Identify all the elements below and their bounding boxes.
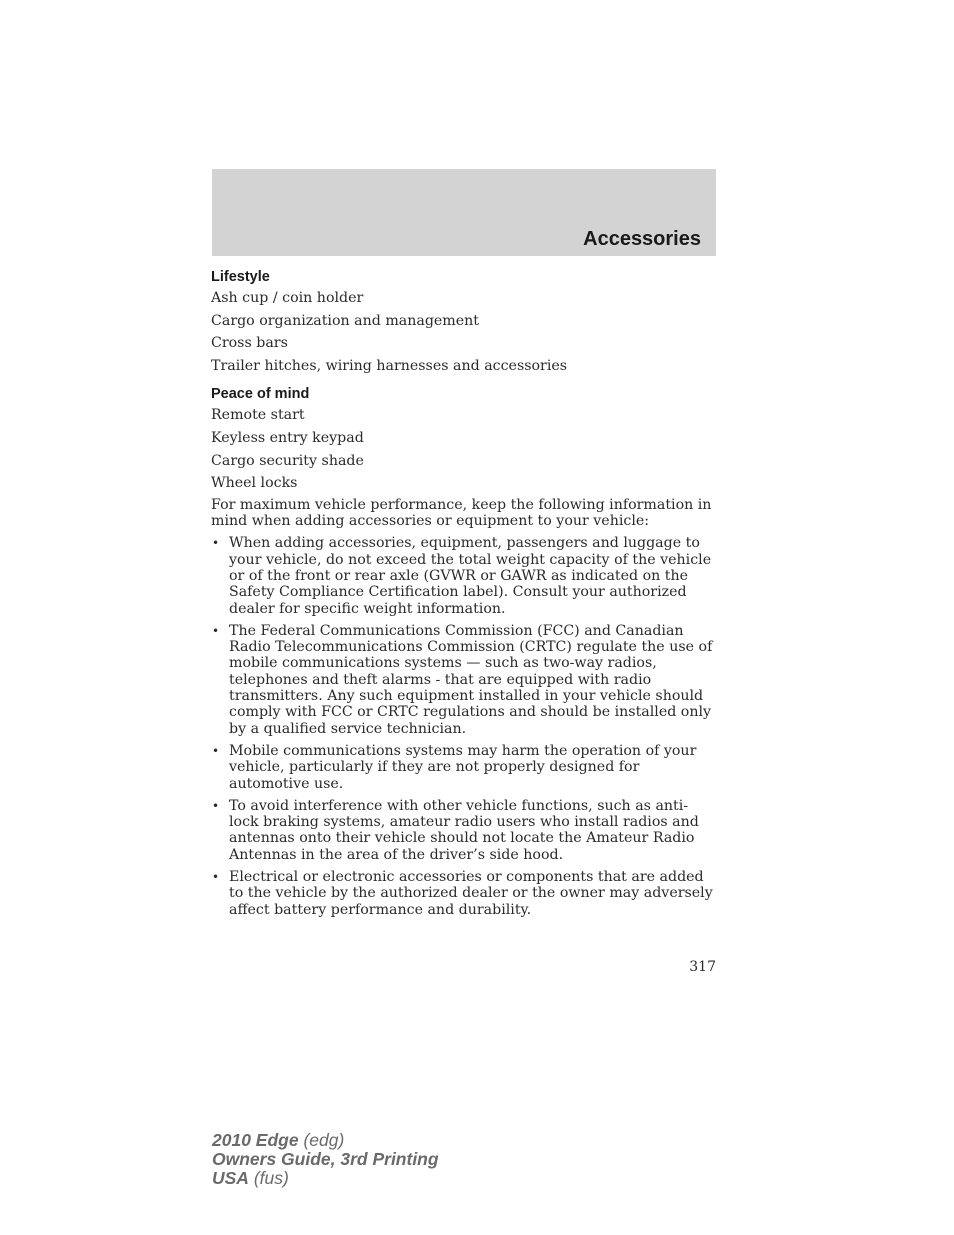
footer-model: 2010 Edge xyxy=(212,1130,299,1150)
bullet-item xyxy=(211,869,716,918)
bullet-item xyxy=(211,623,716,737)
list-item: Ash cup / coin holder xyxy=(211,290,364,306)
bullet-text: To avoid interference with other vehicle functions, such as anti-lock braking systems, amateur radio users who install radios and antennas onto their vehicle should not locate the Amateur Radio Antennas in the area of the driver’s side hood. xyxy=(229,797,699,863)
footer-line-guide xyxy=(212,1150,439,1169)
bullet-icon: • xyxy=(212,623,220,638)
bullet-text: Electrical or electronic accessories or components that are added to the vehicle by the authorized dealer or the owner may adversely affect battery performance and durability. xyxy=(229,868,713,918)
bullet-item xyxy=(211,535,716,616)
heading-lifestyle: Lifestyle xyxy=(211,269,270,285)
document-footer xyxy=(212,1131,439,1188)
bullet-list xyxy=(211,535,716,918)
bullet-text: Mobile communications systems may harm the operation of your vehicle, particularly if they are not properly designed for automotive use. xyxy=(229,742,697,792)
list-item: Remote start xyxy=(211,407,305,424)
footer-line-model xyxy=(212,1131,439,1150)
bullet-icon: • xyxy=(212,743,220,758)
bullet-icon: • xyxy=(212,798,220,813)
footer-guide: Owners Guide, 3rd Printing xyxy=(212,1149,439,1169)
list-item: Trailer hitches, wiring harnesses and accessories xyxy=(211,357,568,374)
footer-line-market xyxy=(212,1169,439,1188)
bullet-icon: • xyxy=(212,536,220,551)
footer-market: USA xyxy=(212,1168,249,1188)
footer-model-code: (edg) xyxy=(303,1130,345,1150)
bullet-text: When adding accessories, equipment, passengers and luggage to your vehicle, do not exceed the total weight capacity of the vehicle or of the front or rear axle (GVWR or GAWR as indicated on the Safety Compliance Certification label). Consult your authorized dealer for specific weight information. xyxy=(229,535,712,617)
intro-paragraph: For maximum vehicle performance, keep the following information in mind when adding accessories or equipment to your vehicle: xyxy=(211,496,712,530)
bullet-item xyxy=(211,798,716,863)
list-item: Cargo security shade xyxy=(211,452,364,469)
list-item: Wheel locks xyxy=(211,475,298,492)
section-title: Accessories xyxy=(583,228,701,250)
heading-peace-of-mind: Peace of mind xyxy=(211,386,310,403)
list-item: Cargo organization and management xyxy=(211,312,479,329)
list-item: Cross bars xyxy=(211,335,288,352)
list-item: Keyless entry keypad xyxy=(211,429,364,446)
page-content xyxy=(211,266,716,924)
bullet-icon: • xyxy=(212,869,220,884)
bullet-text: The Federal Communications Commission (FCC) and Canadian Radio Telecommunications Commission (CRTC) regulate the use of mobile communications systems — such as two-way radios, telephones and theft alarms - that are equipped with radio transmitters. Any such equipment installed in your vehicle should comply with FCC or CRTC regulations and should be installed only by a qualified service technician. xyxy=(229,622,713,737)
footer-market-code: (fus) xyxy=(253,1168,289,1188)
bullet-item xyxy=(211,743,716,792)
section-header-band xyxy=(212,169,716,256)
page-number: 317 xyxy=(689,959,716,975)
